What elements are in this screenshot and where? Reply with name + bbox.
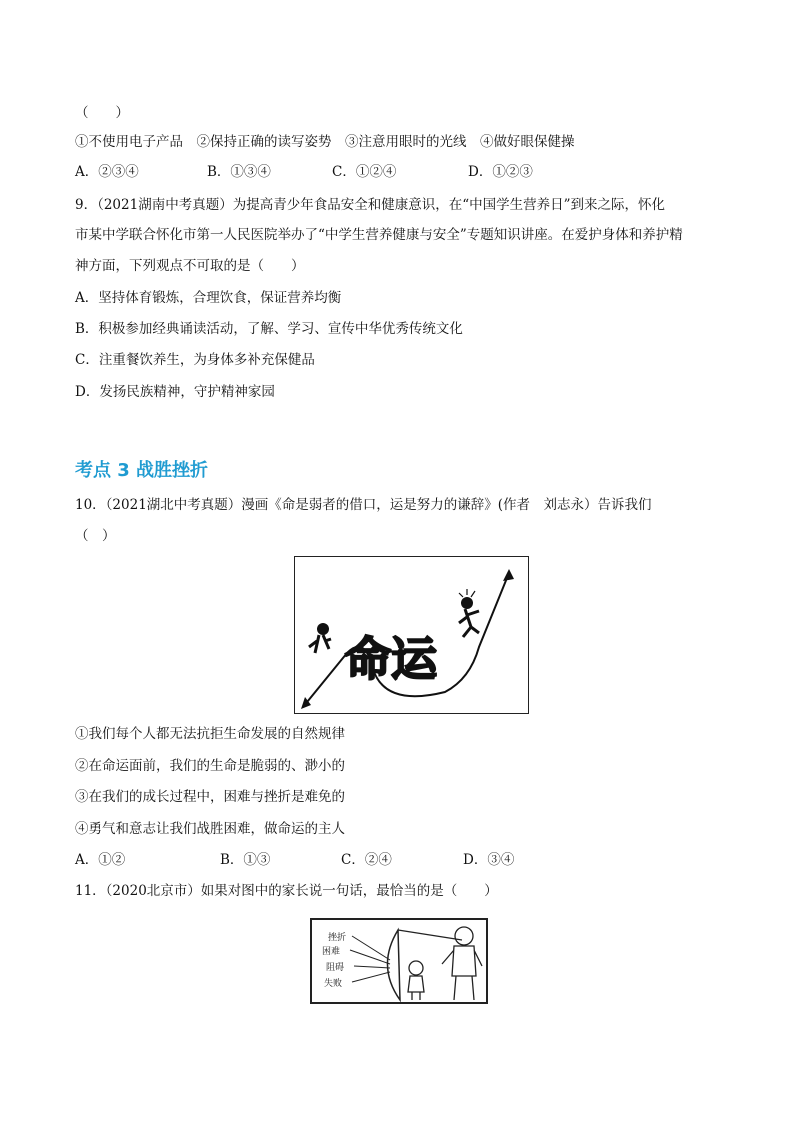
q8-option-b[interactable]: B．①③④ — [207, 164, 271, 180]
q8-paren: （ ） — [75, 105, 129, 121]
q9-option-a[interactable]: A．坚持体育锻炼，合理饮食，保证营养均衡 — [75, 290, 342, 306]
word-2: 困难 — [322, 947, 341, 957]
umbrella-icon — [387, 930, 400, 1000]
child-icon — [408, 961, 424, 1000]
q10-statement-3: ③在我们的成长过程中，困难与挫折是难免的 — [75, 789, 345, 805]
q10-option-b[interactable]: B．①③ — [220, 852, 271, 868]
q8-options — [75, 162, 533, 182]
q9-option-b[interactable]: B．积极参加经典诵读活动，了解、学习、宣传中华优秀传统文化 — [75, 321, 463, 337]
q10-option-a[interactable]: A．①② — [75, 852, 126, 868]
q10-options — [75, 850, 514, 870]
cartoon-title-text: 命运 — [345, 632, 437, 686]
q11-cartoon-drawing — [312, 920, 486, 1002]
q8-option-d[interactable]: D．①②③ — [468, 164, 533, 180]
word-1: 挫折 — [328, 933, 347, 943]
q9-option-c[interactable]: C．注重餐饮养生，为身体多补充保健品 — [75, 352, 315, 368]
q11-cartoon — [310, 918, 488, 1004]
word-4: 失败 — [324, 979, 343, 989]
q10-option-c[interactable]: C．②④ — [341, 852, 392, 868]
q9-stem-line3: 神方面，下列观点不可取的是（ ） — [75, 258, 305, 274]
q10-statement-4: ④勇气和意志让我们战胜困难，做命运的主人 — [75, 821, 345, 837]
q8-statements: ①不使用电子产品 ②保持正确的读写姿势 ③注意用眼时的光线 ④做好眼保健操 — [75, 134, 575, 150]
q10-option-d[interactable]: D．③④ — [463, 852, 515, 868]
q9-stem-line1: 9．（2021湖南中考真题）为提高青少年食品安全和健康意识，在“中国学生营养日”到来之际，怀化 — [75, 197, 665, 213]
q11-stem: 11．（2020北京市）如果对图中的家长说一句话，最恰当的是（ ） — [75, 883, 498, 899]
q8-option-a[interactable]: A．②③④ — [75, 164, 139, 180]
arrow-head-up — [503, 569, 514, 581]
q10-stem-line1: 10．（2021湖北中考真题）漫画《命是弱者的借口，运是努力的谦辞》(作者 刘志永）告诉我们 — [75, 497, 652, 513]
q9-option-d[interactable]: D．发扬民族精神，守护精神家园 — [75, 384, 275, 400]
section-heading: 考点 3 战胜挫折 — [75, 460, 209, 481]
arrows-icon — [350, 936, 390, 982]
q8-option-c[interactable]: C．①②④ — [332, 164, 397, 180]
q10-cartoon-drawing — [295, 557, 528, 713]
q9-stem-line2: 市某中学联合怀化市第一人民医院举办了“中学生营养健康与安全”专题知识讲座。在爱护身体和养护精 — [75, 227, 683, 243]
word-3: 阻碍 — [326, 963, 345, 973]
q10-statement-2: ②在命运面前，我们的生命是脆弱的、渺小的 — [75, 758, 345, 774]
falling-person-icon — [309, 623, 331, 653]
climbing-person-icon — [459, 589, 479, 637]
q10-cartoon — [294, 556, 529, 714]
q10-stem-line2: （ ） — [75, 528, 116, 544]
umbrella-handle-icon — [398, 930, 462, 940]
q10-statement-1: ①我们每个人都无法抗拒生命发展的自然规律 — [75, 726, 345, 742]
